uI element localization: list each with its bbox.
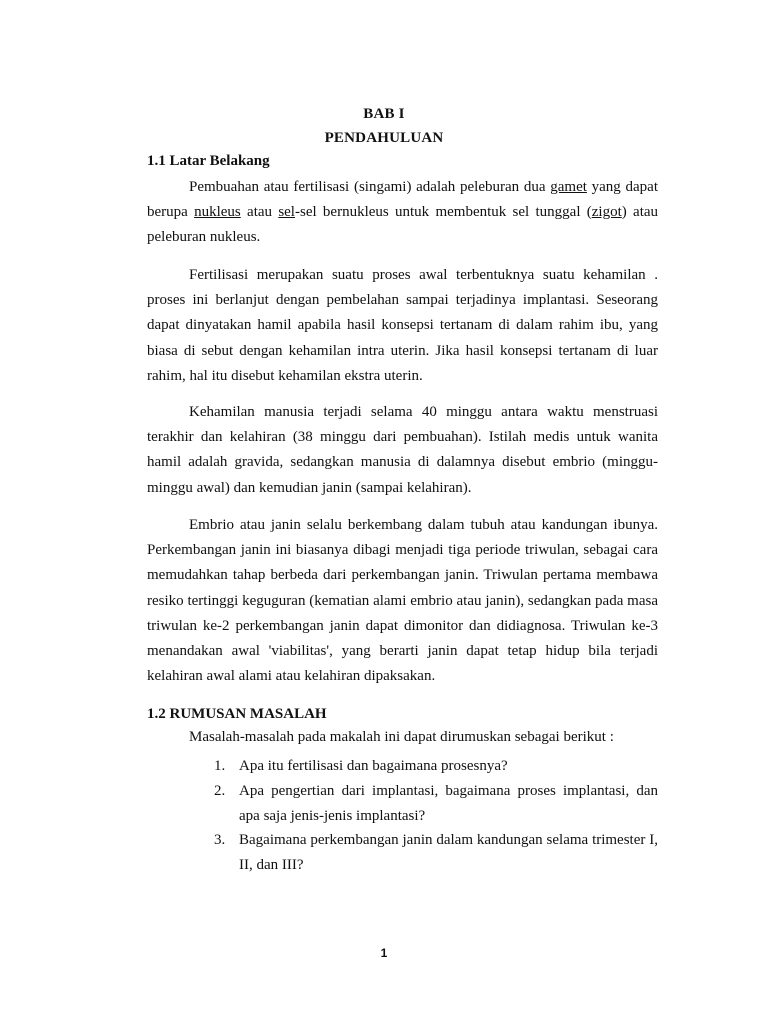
paragraph-1-text-b: yang dapat berupa bbox=[147, 179, 658, 221]
paragraph-1-text-d: -sel bernukleus untuk membentuk sel tunggal ( bbox=[294, 204, 592, 221]
paragraph-2: Fertilisasi merupakan suatu proses awal terbentuknya suatu kehamilan . proses ini berlanjut dengan pembelahan sampai terjadinya implantasi. Seseorang dapat dinyatakan hamil apabila hasil konsepsi tertanam di dalam rahim ibu, yang biasa di sebut dengan kehamilan intra uterin. Jika hasil konsepsi tertanam di luar rahim, hal itu disebut kehamilan ekstra uterin. bbox=[147, 267, 658, 384]
rumusan-intro: Masalah-masalah pada makalah ini dapat dirumuskan sebagai berikut : bbox=[189, 729, 614, 745]
paragraph-3: Kehamilan manusia terjadi selama 40 minggu antara waktu menstruasi terakhir dan kelahiran (38 minggu dari pembuahan). Istilah medis untuk wanita hamil adalah gravida, sedangkan manusia di dalamnya disebut embrio (minggu-minggu awal) dan kemudian janin (sampai kelahiran). bbox=[147, 404, 658, 496]
list-item-text: Apa itu fertilisasi dan bagaimana prosesnya? bbox=[239, 758, 508, 774]
link-zigot[interactable]: zigot bbox=[591, 204, 622, 221]
page-number: 1 bbox=[380, 946, 388, 960]
paragraph-1 bbox=[147, 175, 658, 251]
link-gamet[interactable]: gamet bbox=[550, 179, 587, 195]
list-item-number: 1. bbox=[214, 758, 226, 774]
link-nukleus[interactable]: nukleus bbox=[194, 204, 241, 221]
chapter-label: BAB I bbox=[363, 106, 405, 122]
list-item-number: 2. bbox=[214, 783, 226, 799]
link-sel[interactable]: sel bbox=[278, 204, 295, 221]
section-heading-rumusan-masalah: 1.2 RUMUSAN MASALAH bbox=[147, 706, 327, 722]
paragraph-1-text-c: atau bbox=[240, 204, 279, 221]
list-item bbox=[214, 754, 658, 779]
paragraph-1-text-e: ) atau peleburan nukleus. bbox=[147, 204, 659, 246]
chapter-title: PENDAHULUAN bbox=[324, 130, 444, 146]
paragraph-1-text-a: Pembuahan atau fertilisasi (singami) adalah peleburan dua bbox=[189, 179, 551, 195]
list-item-text: Bagaimana perkembangan janin dalam kandungan selama trimester I, II, dan III? bbox=[239, 832, 658, 874]
section-heading-latar-belakang: 1.1 Latar Belakang bbox=[147, 153, 270, 169]
paragraph-4: Embrio atau janin selalu berkembang dalam tubuh atau kandungan ibunya. Perkembangan janin ini biasanya dibagi menjadi tiga periode triwulan, sebagai cara memudahkan tahap berbeda dari perkembangan janin. Triwulan pertama membawa resiko tertinggi keguguran (kematian alami embrio atau janin), sedangkan pada masa triwulan ke-2 perkembangan janin dapat dimonitor dan didiagnosa. Triwulan ke-3 menandakan awal 'viabilitas', yang berarti janin dapat tetap hidup bila terjadi kelahiran awal alami atau kelahiran dipaksakan. bbox=[147, 517, 658, 685]
list-item bbox=[214, 779, 658, 829]
list-item-text: Apa pengertian dari implantasi, bagaimana proses implantasi, dan apa saja jenis-jenis implantasi? bbox=[239, 783, 658, 825]
list-item-number: 3. bbox=[214, 832, 226, 848]
list-item bbox=[214, 828, 658, 878]
